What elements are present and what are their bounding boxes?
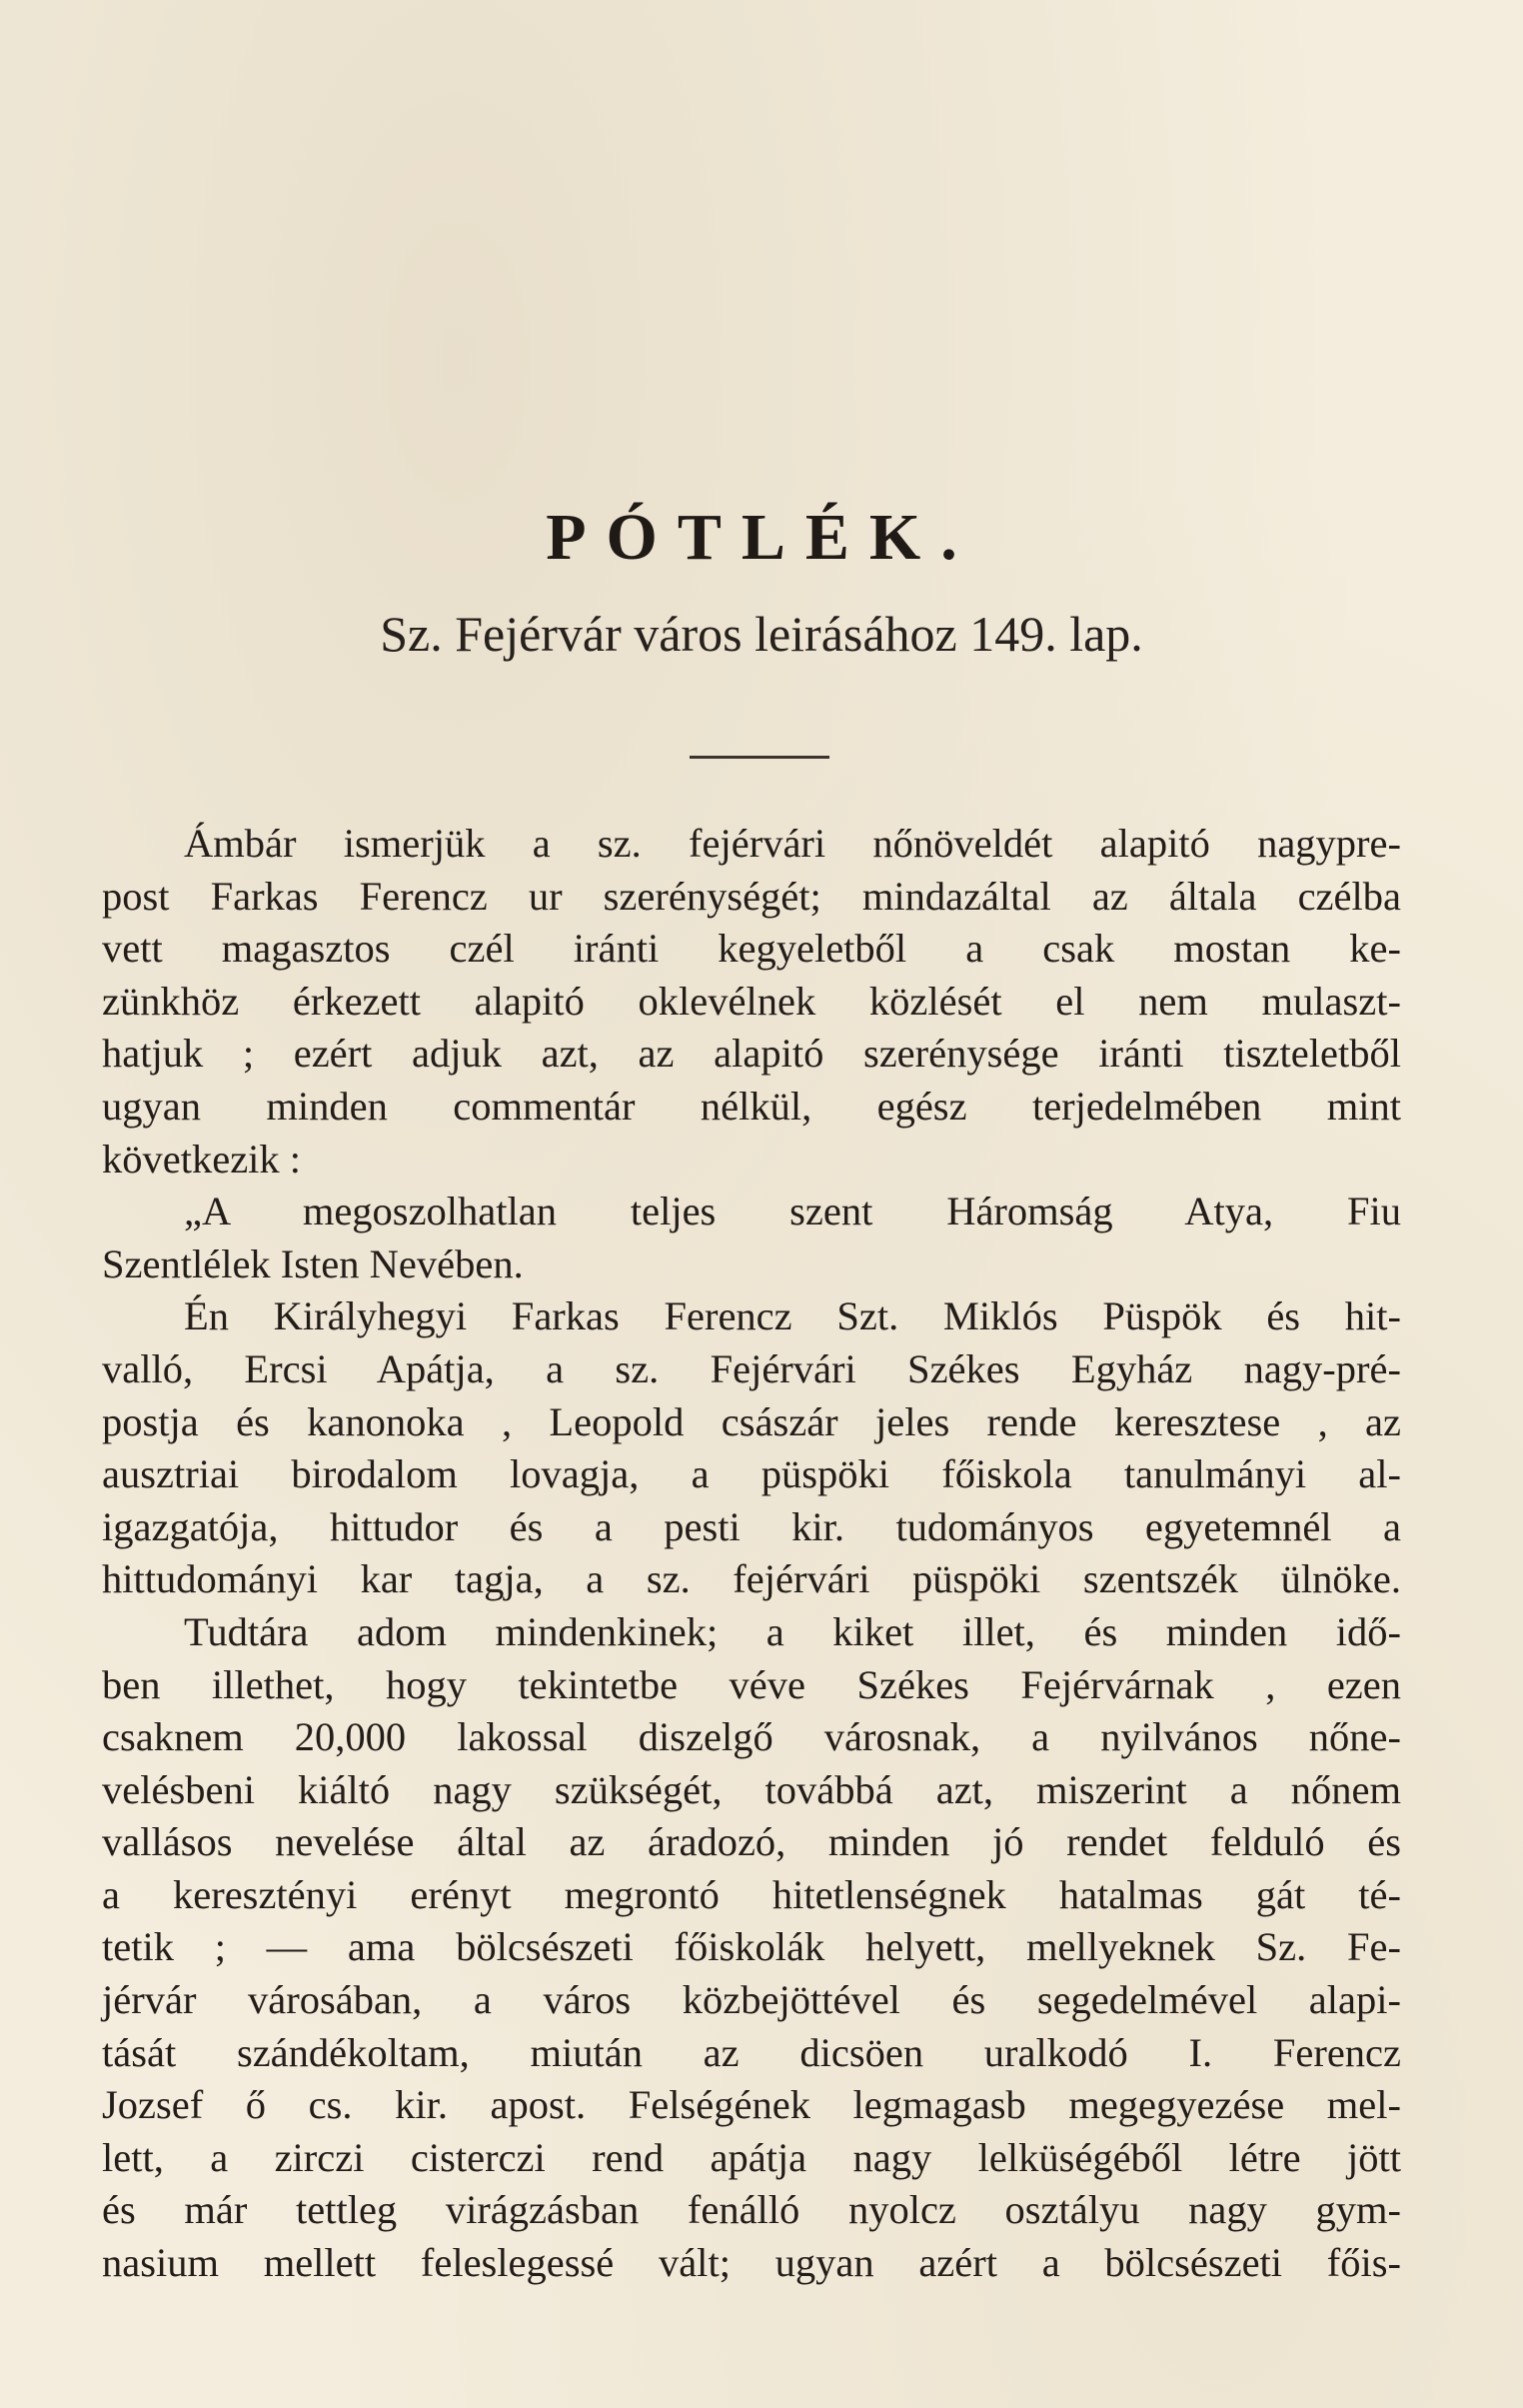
text-line: a keresztényi erényt megrontó hitetlenségnek hatalmas gát té- <box>102 1871 1401 1917</box>
text-line: Ámbár ismerjük a sz. fejérvári nőnöveldét alapitó nagypre- <box>184 821 1401 866</box>
text-line: ugyan minden commentár nélkül, egész terjedelmében mint <box>102 1083 1401 1129</box>
separator-rule <box>690 756 829 759</box>
text-line: ausztriai birodalom lovagja, a püspöki főiskola tanulmányi al- <box>102 1451 1401 1497</box>
text-line: és már tettleg virágzásban fenálló nyolcz osztályu nagy gym- <box>102 2187 1401 2233</box>
text-line: vallásos nevelése által az áradozó, minden jó rendet felduló és <box>102 1819 1401 1865</box>
text-line: tását szándékoltam, miután az dicsöen uralkodó I. Ferencz <box>102 2029 1401 2075</box>
text-line: ben illethet, hogy tekintetbe véve Székes Fejérvárnak , ezen <box>102 1661 1401 1707</box>
text-line: zünkhöz érkezett alapitó oklevélnek közlését el nem mulaszt- <box>102 978 1401 1024</box>
page-heading: PÓTLÉK. <box>546 501 977 574</box>
text-line: Jozsef ő cs. kir. apost. Felségének legmagasb megegyezése mel- <box>102 2082 1401 2128</box>
text-line: Szentlélek Isten Nevében. <box>102 1240 524 1286</box>
text-line: postja és kanonoka , Leopold császár jeles rende keresztese , az <box>102 1398 1401 1444</box>
text-line: Én Királyhegyi Farkas Ferencz Szt. Miklós Püspök és hit- <box>184 1293 1401 1339</box>
text-line: nasium mellett feleslegessé vált; ugyan azért a bölcsészeti főis- <box>102 2240 1401 2286</box>
page-subheading: Sz. Fejérvár város leirásához 149. lap. <box>380 606 1143 662</box>
text-line: hittudományi kar tagja, a sz. fejérvári püspöki szentszék ülnöke. <box>102 1556 1401 1602</box>
text-line: Tudtára adom mindenkinek; a kiket illet, és minden idő- <box>184 1608 1401 1654</box>
text-line: lett, a zirczi cisterczi rend apátja nagy lelküségéből létre jött <box>102 2134 1401 2180</box>
text-line: valló, Ercsi Apátja, a sz. Fejérvári Székes Egyház nagy-pré- <box>102 1345 1401 1391</box>
text-line: csaknem 20,000 lakossal diszelgő városnak, a nyilvános nőne- <box>102 1714 1401 1760</box>
text-line: vett magasztos czél iránti kegyeletből a csak mostan ke- <box>102 926 1401 972</box>
text-line: velésbeni kiáltó nagy szükségét, továbbá azt, miszerint a nőnem <box>102 1766 1401 1812</box>
text-line: jérvár városában, a város közbejöttével és segedelmével alapi- <box>102 1977 1401 2023</box>
text-line: tetik ; — ama bölcsészeti főiskolák helyett, mellyeknek Sz. Fe- <box>102 1924 1401 1970</box>
text-line: következik : <box>102 1136 302 1182</box>
text-line: hatjuk ; ezért adjuk azt, az alapitó szerénysége iránti tiszteletből <box>102 1031 1401 1077</box>
text-line: „A megoszolhatlan teljes szent Háromság Atya, Fiu <box>184 1189 1401 1234</box>
text-line: post Farkas Ferencz ur szerénységét; mindazáltal az általa czélba <box>102 873 1401 919</box>
text-line: igazgatója, hittudor és a pesti kir. tudományos egyetemnél a <box>102 1503 1401 1549</box>
body-text <box>102 818 1401 2290</box>
